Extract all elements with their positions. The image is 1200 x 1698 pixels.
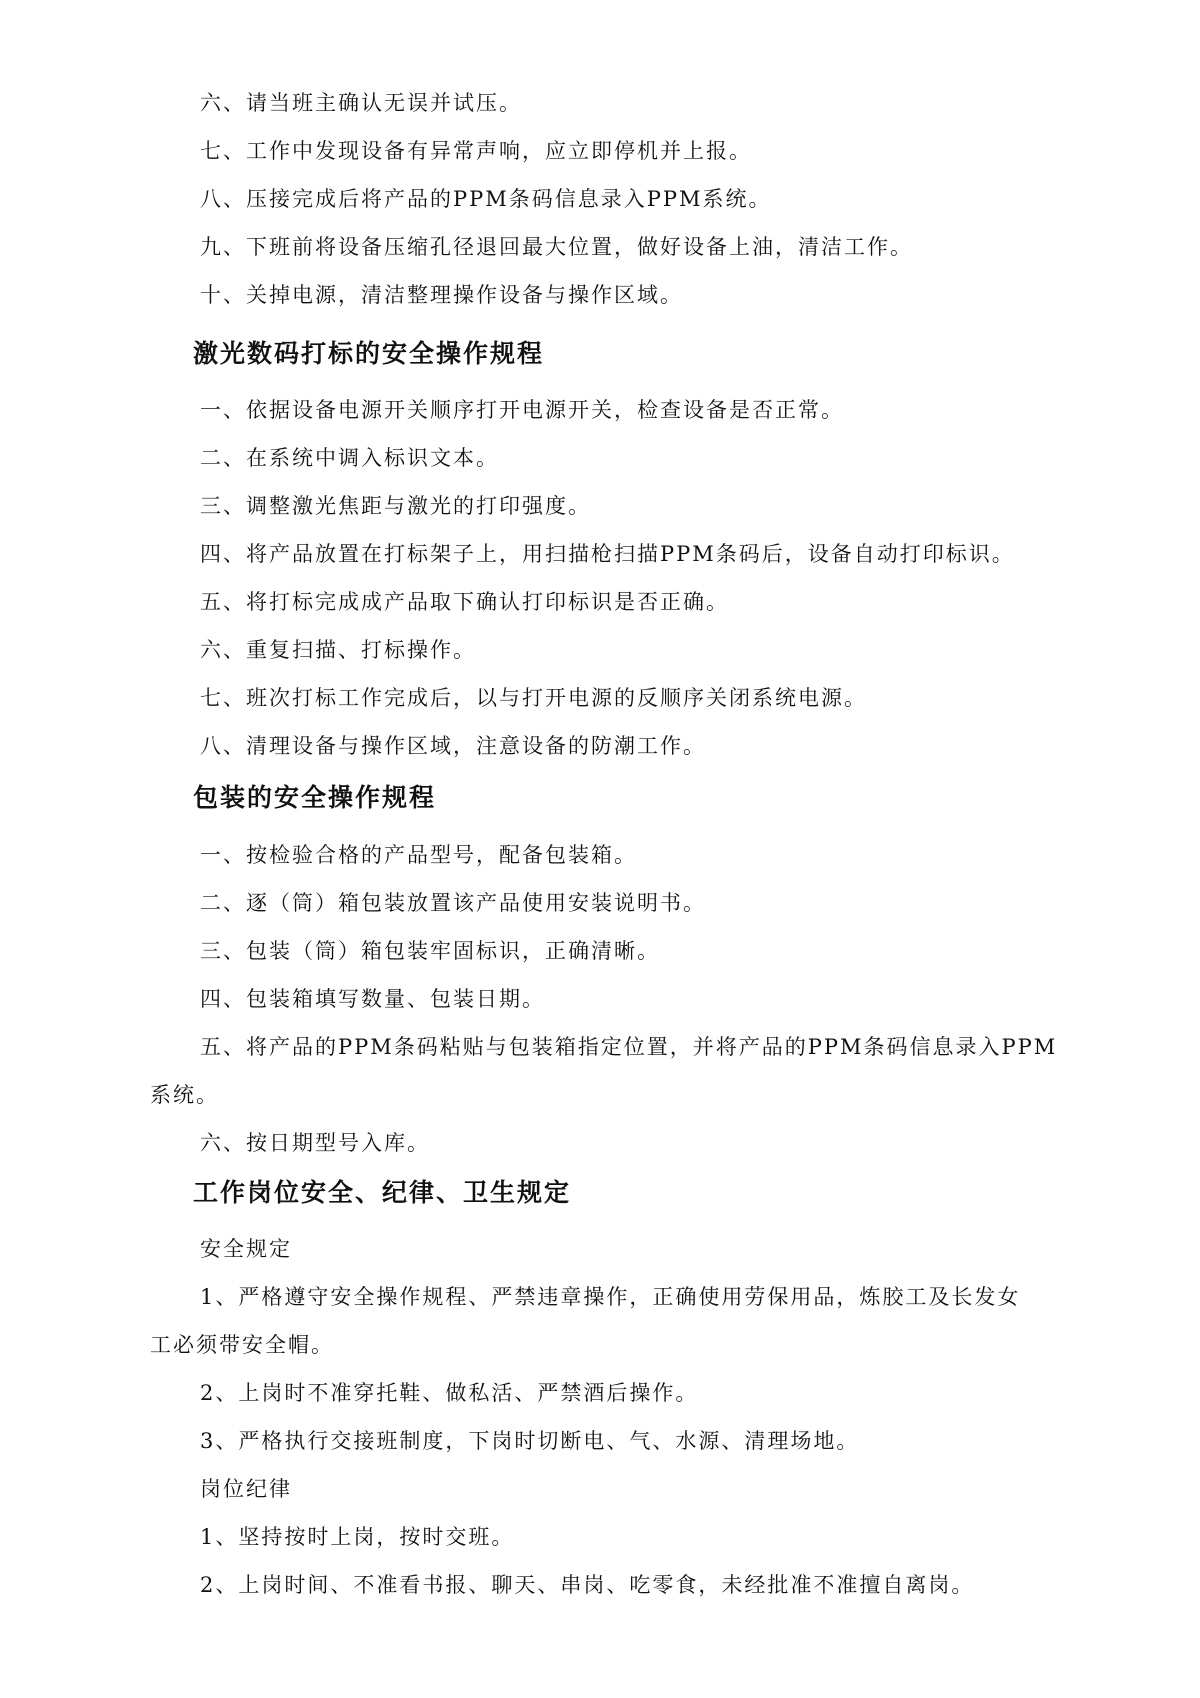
text-line: 2、上岗时不准穿托鞋、做私活、严禁酒后操作。: [200, 1381, 699, 1405]
text-line: 1、严格遵守安全操作规程、严禁违章操作，正确使用劳保用品，炼胶工及长发女: [200, 1285, 1021, 1309]
text-line: 七、班次打标工作完成后，以与打开电源的反顺序关闭系统电源。: [200, 686, 867, 710]
text-line: 八、压接完成后将产品的PPM条码信息录入PPM系统。: [200, 187, 772, 211]
section-title-packing: 包装的安全操作规程: [193, 783, 437, 812]
section-title-rules: 工作岗位安全、纪律、卫生规定: [193, 1178, 572, 1207]
text-line: 八、清理设备与操作区域，注意设备的防潮工作。: [200, 734, 706, 758]
text-line: 四、将产品放置在打标架子上，用扫描枪扫描PPM条码后，设备自动打印标识。: [200, 542, 1015, 566]
text-line: 六、请当班主确认无误并试压。: [200, 91, 522, 115]
text-line: 工必须带安全帽。: [150, 1333, 334, 1357]
text-line: 九、下班前将设备压缩孔径退回最大位置，做好设备上油，清洁工作。: [200, 235, 913, 259]
text-line: 二、在系统中调入标识文本。: [200, 446, 499, 470]
text-line: 六、重复扫描、打标操作。: [200, 638, 476, 662]
text-line: 一、依据设备电源开关顺序打开电源开关，检查设备是否正常。: [200, 398, 844, 422]
subheading-discipline: 岗位纪律: [200, 1477, 292, 1501]
subheading-safety: 安全规定: [200, 1237, 292, 1261]
text-line: 2、上岗时间、不准看书报、聊天、串岗、吃零食，未经批准不准擅自离岗。: [200, 1573, 975, 1597]
text-line: 七、工作中发现设备有异常声响，应立即停机并上报。: [200, 139, 752, 163]
text-line: 3、严格执行交接班制度，下岗时切断电、气、水源、清理场地。: [200, 1429, 860, 1453]
text-line: 一、按检验合格的产品型号，配备包装箱。: [200, 843, 637, 867]
section-title-laser: 激光数码打标的安全操作规程: [193, 339, 545, 368]
text-line: 五、将打标完成成产品取下确认打印标识是否正确。: [200, 590, 729, 614]
text-line: 十、关掉电源，清洁整理操作设备与操作区域。: [200, 283, 683, 307]
text-line: 五、将产品的PPM条码粘贴与包装箱指定位置，并将产品的PPM条码信息录入PPM: [200, 1035, 1058, 1059]
text-line: 四、包装箱填写数量、包装日期。: [200, 987, 545, 1011]
text-line: 系统。: [150, 1083, 219, 1107]
text-line: 三、包装（筒）箱包装牢固标识，正确清晰。: [200, 939, 660, 963]
text-line: 1、坚持按时上岗，按时交班。: [200, 1525, 515, 1549]
text-line: 六、按日期型号入库。: [200, 1131, 430, 1155]
text-line: 三、调整激光焦距与激光的打印强度。: [200, 494, 591, 518]
text-line: 二、逐（筒）箱包装放置该产品使用安装说明书。: [200, 891, 706, 915]
